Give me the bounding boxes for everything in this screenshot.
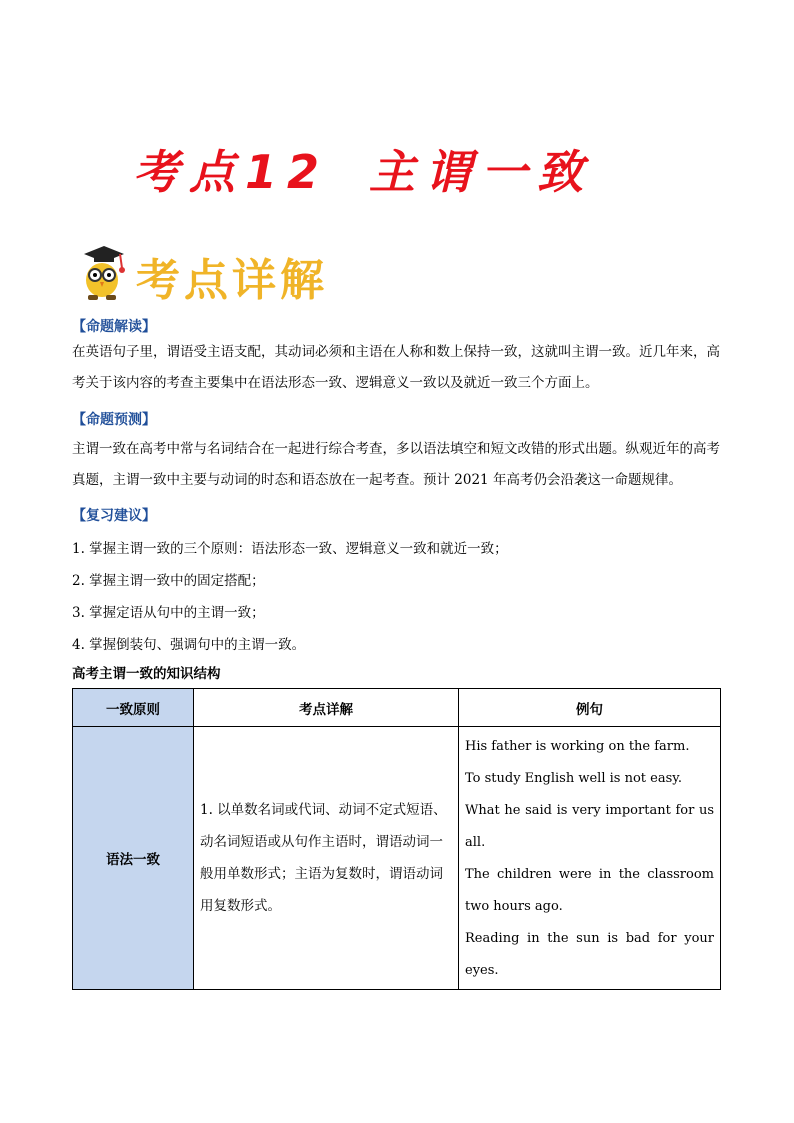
- table-header-row: [73, 689, 721, 727]
- section-body-interpretation: 在英语句子里，谓语受主语支配，其动词必须和主语在人称和数上保持一致，这就叫主谓一致。近几年来，高考关于该内容的考查主要集中在语法形态一致、逻辑意义一致以及就近一致三个方面上。: [72, 344, 720, 391]
- example-sentence: Reading in the sun is bad for your eyes.: [465, 931, 714, 978]
- title-topic-number: 考点12: [133, 145, 330, 199]
- example-sentence: His father is working on the farm.: [465, 739, 690, 754]
- detail-cell: 1. 以单数名词或代词、动词不定式短语、动名词短语或从句作主语时，谓语动词一般用单数形式；主语为复数时，谓语动词用复数形式。: [194, 727, 459, 990]
- advice-item: 3. 掌握定语从句中的主谓一致；: [72, 605, 265, 621]
- section-heading-prediction: 【命题预测】: [72, 412, 156, 428]
- advice-item: 1. 掌握主谓一致的三个原则：语法形态一致、逻辑意义一致和就近一致；: [72, 541, 508, 557]
- graduate-owl-icon: [74, 244, 130, 302]
- section-heading-advice: 【复习建议】: [72, 508, 156, 524]
- example-sentence: The children were in the classroom two hours ago.: [465, 867, 714, 914]
- examples-cell: [459, 727, 721, 990]
- example-sentence: What he said is very important for us all.: [465, 803, 714, 850]
- principle-cell: 语法一致: [73, 727, 194, 990]
- table-row: [73, 727, 721, 990]
- section-banner: [74, 240, 334, 306]
- table-title: 高考主谓一致的知识结构: [72, 666, 221, 682]
- knowledge-structure-table: [72, 688, 721, 990]
- column-header-examples: 例句: [459, 689, 721, 727]
- title-topic-name: 主谓一致: [369, 145, 594, 199]
- example-sentence: To study English well is not easy.: [465, 771, 683, 786]
- page-title: [133, 136, 693, 208]
- section-heading-interpretation: 【命题解读】: [72, 319, 156, 335]
- column-header-principle: 一致原则: [73, 689, 194, 727]
- advice-item: 4. 掌握倒装句、强调句中的主谓一致。: [72, 637, 306, 653]
- column-header-detail: 考点详解: [194, 689, 459, 727]
- banner-title: 考点详解: [136, 255, 328, 306]
- section-body-prediction: 主谓一致在高考中常与名词结合在一起进行综合考查，多以语法填空和短文改错的形式出题。纵观近年的高考真题，主谓一致中主要与动词的时态和语态放在一起考查。预计 2021 年高考仍会沿袭这一命题规律。: [72, 441, 720, 488]
- advice-item: 2. 掌握主谓一致中的固定搭配；: [72, 573, 265, 589]
